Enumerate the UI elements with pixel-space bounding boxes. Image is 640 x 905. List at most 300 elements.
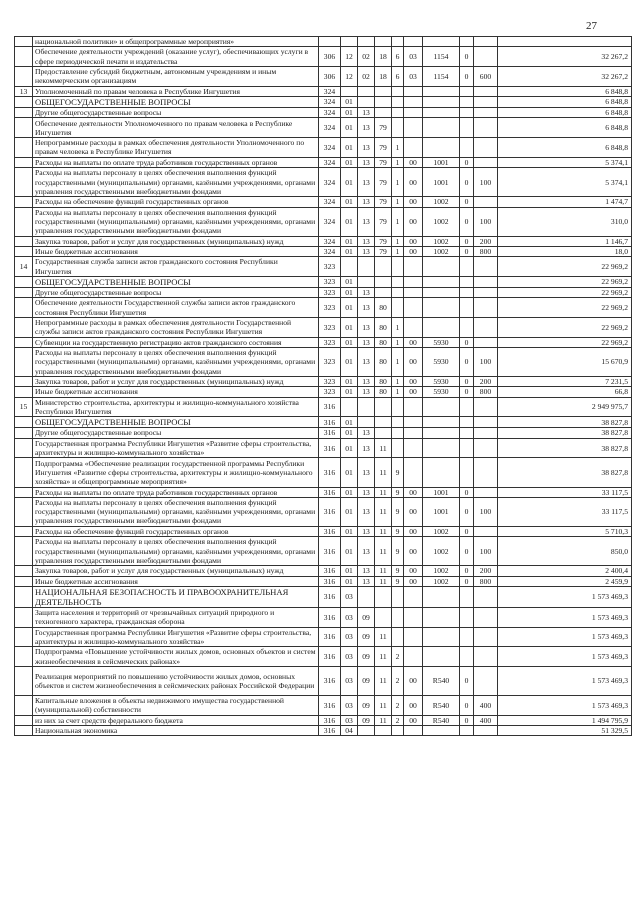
table-row	[15, 715, 632, 725]
subprogram-code-cell	[392, 726, 404, 736]
direction-code-cell	[423, 317, 460, 337]
item-name-cell: Другие общегосударственные вопросы	[33, 287, 319, 297]
section-code-cell: 01	[341, 377, 358, 387]
event-code-cell: 00	[404, 576, 423, 586]
subprogram-code-cell	[392, 428, 404, 438]
department-code-cell: 316	[319, 428, 341, 438]
amount-cell: 1 573 469,3	[498, 647, 632, 667]
section-code-cell: 01	[341, 566, 358, 576]
row-number-cell	[15, 276, 33, 287]
subprogram-code-cell	[392, 118, 404, 138]
event-code-cell: 00	[404, 337, 423, 347]
direction-code-cell: R540	[423, 667, 460, 696]
department-code-cell: 316	[319, 667, 341, 696]
row-number-cell	[15, 526, 33, 536]
event-code-cell	[404, 428, 423, 438]
program-code-cell: 11	[375, 566, 392, 576]
expense-type-code-cell	[474, 257, 498, 277]
direction-code-cell: 1002	[423, 566, 460, 576]
expense-type-code-cell	[474, 397, 498, 417]
item-name-cell: Расходы на обеспечение функций государственных органов	[33, 197, 319, 207]
extra-code-cell: 0	[460, 487, 474, 497]
subprogram-code-cell: 2	[392, 667, 404, 696]
amount-cell: 15 670,9	[498, 348, 632, 377]
item-name-cell: Национальная экономика	[33, 726, 319, 736]
direction-code-cell	[423, 97, 460, 108]
table-row	[15, 348, 632, 377]
subsection-code-cell: 13	[358, 387, 375, 397]
expense-type-code-cell	[474, 197, 498, 207]
item-name-cell: Закупка товаров, работ и услуг для государственных (муниципальных) нужд	[33, 377, 319, 387]
section-code-cell: 01	[341, 118, 358, 138]
department-code-cell: 324	[319, 118, 341, 138]
expense-type-code-cell: 100	[474, 348, 498, 377]
subprogram-code-cell	[392, 417, 404, 428]
item-name-cell: Расходы на выплаты персоналу в целях обеспечения выполнения функций государственными (муниципальными) органами, казёнными учреждениями, органами управления государственными внебюджетными фондами	[33, 168, 319, 197]
subsection-code-cell: 13	[358, 458, 375, 487]
extra-code-cell: 0	[460, 566, 474, 576]
section-code-cell: 12	[341, 67, 358, 87]
extra-code-cell	[460, 138, 474, 158]
direction-code-cell: 1001	[423, 168, 460, 197]
item-name-cell: Закупка товаров, работ и услуг для государственных (муниципальных) нужд	[33, 236, 319, 246]
expense-type-code-cell	[474, 47, 498, 67]
department-code-cell: 323	[319, 317, 341, 337]
extra-code-cell	[460, 417, 474, 428]
amount-cell: 2 949 975,7	[498, 397, 632, 417]
table-row	[15, 287, 632, 297]
extra-code-cell	[460, 86, 474, 96]
subprogram-code-cell: 9	[392, 576, 404, 586]
event-code-cell	[404, 586, 423, 607]
section-code-cell: 01	[341, 138, 358, 158]
event-code-cell	[404, 108, 423, 118]
subprogram-code-cell	[392, 97, 404, 108]
event-code-cell: 00	[404, 207, 423, 236]
table-row	[15, 236, 632, 246]
section-code-cell: 04	[341, 726, 358, 736]
subprogram-code-cell: 1	[392, 387, 404, 397]
section-code-cell: 01	[341, 428, 358, 438]
program-code-cell: 11	[375, 715, 392, 725]
row-number-cell	[15, 168, 33, 197]
extra-code-cell: 0	[460, 337, 474, 347]
row-number-cell	[15, 47, 33, 67]
table-row	[15, 47, 632, 67]
program-code-cell	[375, 397, 392, 417]
subprogram-code-cell	[392, 108, 404, 118]
table-row	[15, 337, 632, 347]
section-code-cell: 03	[341, 667, 358, 696]
section-code-cell: 01	[341, 168, 358, 197]
program-code-cell: 80	[375, 377, 392, 387]
section-code-cell: 03	[341, 696, 358, 716]
department-code-cell: 316	[319, 438, 341, 458]
amount-cell: 38 827,8	[498, 417, 632, 428]
section-code-cell: 01	[341, 197, 358, 207]
program-code-cell: 79	[375, 157, 392, 167]
subprogram-code-cell	[392, 37, 404, 47]
expense-type-code-cell	[474, 526, 498, 536]
section-code-cell: 01	[341, 417, 358, 428]
item-name-cell: Государственная служба записи актов гражданского состояния Республики Ингушетия	[33, 257, 319, 277]
expense-type-code-cell: 200	[474, 566, 498, 576]
extra-code-cell	[460, 37, 474, 47]
subsection-code-cell: 13	[358, 337, 375, 347]
department-code-cell: 323	[319, 337, 341, 347]
amount-cell	[498, 37, 632, 47]
row-number-cell	[15, 197, 33, 207]
subsection-code-cell: 13	[358, 537, 375, 566]
amount-cell: 6 848,8	[498, 97, 632, 108]
row-number-cell	[15, 417, 33, 428]
amount-cell: 38 827,8	[498, 458, 632, 487]
event-code-cell: 00	[404, 537, 423, 566]
direction-code-cell	[423, 586, 460, 607]
amount-cell: 1 146,7	[498, 236, 632, 246]
subsection-code-cell: 13	[358, 157, 375, 167]
amount-cell: 1 573 469,3	[498, 607, 632, 627]
table-row	[15, 526, 632, 536]
item-name-cell: Государственная программа Республики Ингушетия «Развитие сферы строительства, архитектуры и жилищно-коммунального хозяйства»	[33, 438, 319, 458]
event-code-cell	[404, 298, 423, 318]
extra-code-cell: 0	[460, 715, 474, 725]
extra-code-cell: 0	[460, 377, 474, 387]
event-code-cell: 00	[404, 157, 423, 167]
table-row	[15, 157, 632, 167]
extra-code-cell: 0	[460, 47, 474, 67]
row-number-cell	[15, 497, 33, 526]
subprogram-code-cell	[392, 607, 404, 627]
direction-code-cell: R540	[423, 696, 460, 716]
subsection-code-cell	[358, 417, 375, 428]
department-code-cell: 323	[319, 377, 341, 387]
subsection-code-cell: 13	[358, 118, 375, 138]
expense-type-code-cell: 100	[474, 168, 498, 197]
program-code-cell	[375, 428, 392, 438]
expense-type-code-cell: 400	[474, 696, 498, 716]
amount-cell: 22 969,2	[498, 287, 632, 297]
expense-type-code-cell	[474, 108, 498, 118]
event-code-cell	[404, 397, 423, 417]
section-code-cell: 01	[341, 298, 358, 318]
program-code-cell: 79	[375, 118, 392, 138]
department-code-cell: 316	[319, 497, 341, 526]
table-row	[15, 97, 632, 108]
extra-code-cell: 0	[460, 157, 474, 167]
table-row	[15, 438, 632, 458]
row-number-cell: 13	[15, 86, 33, 96]
section-code-cell: 01	[341, 337, 358, 347]
program-code-cell: 79	[375, 246, 392, 256]
table-row	[15, 276, 632, 287]
amount-cell: 18,0	[498, 246, 632, 256]
row-number-cell	[15, 37, 33, 47]
row-number-cell	[15, 537, 33, 566]
department-code-cell: 323	[319, 387, 341, 397]
amount-cell: 1 573 469,3	[498, 627, 632, 647]
department-code-cell: 323	[319, 257, 341, 277]
subprogram-code-cell: 9	[392, 566, 404, 576]
department-code-cell: 323	[319, 348, 341, 377]
department-code-cell: 324	[319, 168, 341, 197]
department-code-cell: 316	[319, 715, 341, 725]
table-row	[15, 397, 632, 417]
subsection-code-cell	[358, 97, 375, 108]
row-number-cell	[15, 438, 33, 458]
row-number-cell	[15, 726, 33, 736]
subprogram-code-cell: 9	[392, 458, 404, 487]
item-name-cell: Расходы на выплаты персоналу в целях обеспечения выполнения функций государственными (муниципальными) органами, казёнными учреждениями, органами управления государственными внебюджетными фондами	[33, 207, 319, 236]
program-code-cell: 11	[375, 438, 392, 458]
extra-code-cell	[460, 607, 474, 627]
subprogram-code-cell	[392, 397, 404, 417]
direction-code-cell: 1002	[423, 576, 460, 586]
amount-cell: 2 400,4	[498, 566, 632, 576]
extra-code-cell	[460, 317, 474, 337]
event-code-cell	[404, 86, 423, 96]
item-name-cell: Обеспечение деятельности учреждений (оказание услуг), обеспечивающих услуги в сфере периодической печати и издательства	[33, 47, 319, 67]
subsection-code-cell: 13	[358, 246, 375, 256]
event-code-cell: 00	[404, 387, 423, 397]
department-code-cell: 324	[319, 86, 341, 96]
subsection-code-cell: 13	[358, 317, 375, 337]
row-number-cell	[15, 118, 33, 138]
row-number-cell	[15, 387, 33, 397]
section-code-cell: 01	[341, 487, 358, 497]
subprogram-code-cell: 1	[392, 317, 404, 337]
expense-type-code-cell	[474, 317, 498, 337]
table-row	[15, 458, 632, 487]
table-row	[15, 67, 632, 87]
row-number-cell	[15, 97, 33, 108]
event-code-cell	[404, 607, 423, 627]
expense-type-code-cell	[474, 417, 498, 428]
amount-cell: 310,0	[498, 207, 632, 236]
section-code-cell: 03	[341, 627, 358, 647]
program-code-cell: 80	[375, 387, 392, 397]
subsection-code-cell: 09	[358, 627, 375, 647]
expense-type-code-cell	[474, 726, 498, 736]
direction-code-cell: 5930	[423, 387, 460, 397]
extra-code-cell: 0	[460, 207, 474, 236]
subsection-code-cell: 13	[358, 497, 375, 526]
subprogram-code-cell: 1	[392, 337, 404, 347]
extra-code-cell: 0	[460, 537, 474, 566]
extra-code-cell: 0	[460, 197, 474, 207]
table-row	[15, 576, 632, 586]
event-code-cell	[404, 287, 423, 297]
extra-code-cell	[460, 586, 474, 607]
event-code-cell: 03	[404, 67, 423, 87]
event-code-cell: 00	[404, 566, 423, 576]
item-name-cell: Расходы на выплаты персоналу в целях обеспечения выполнения функций государственными (муниципальными) органами, казёнными учреждениями, органами управления государственными внебюджетными фондами	[33, 537, 319, 566]
extra-code-cell	[460, 438, 474, 458]
program-code-cell: 79	[375, 207, 392, 236]
table-row	[15, 86, 632, 96]
section-code-cell: 01	[341, 537, 358, 566]
event-code-cell: 00	[404, 377, 423, 387]
event-code-cell	[404, 647, 423, 667]
amount-cell: 1 573 469,3	[498, 667, 632, 696]
department-code-cell: 324	[319, 207, 341, 236]
table-row	[15, 138, 632, 158]
direction-code-cell	[423, 627, 460, 647]
program-code-cell: 79	[375, 138, 392, 158]
item-name-cell: Непрограммные расходы в рамках обеспечения деятельности Государственной службы записи актов гражданского состояния Республики Ингушетия	[33, 317, 319, 337]
subsection-code-cell: 13	[358, 236, 375, 246]
subprogram-code-cell: 1	[392, 138, 404, 158]
program-code-cell	[375, 287, 392, 297]
section-code-cell: 01	[341, 387, 358, 397]
row-number-cell	[15, 566, 33, 576]
subsection-code-cell: 09	[358, 715, 375, 725]
subsection-code-cell: 13	[358, 298, 375, 318]
subprogram-code-cell: 1	[392, 246, 404, 256]
subprogram-code-cell: 9	[392, 537, 404, 566]
subprogram-code-cell: 9	[392, 487, 404, 497]
expense-type-code-cell	[474, 287, 498, 297]
item-name-cell: Расходы на обеспечение функций государственных органов	[33, 526, 319, 536]
department-code-cell: 316	[319, 487, 341, 497]
item-name-cell: ОБЩЕГОСУДАРСТВЕННЫЕ ВОПРОСЫ	[33, 97, 319, 108]
subsection-code-cell: 09	[358, 667, 375, 696]
row-number-cell	[15, 287, 33, 297]
amount-cell: 32 267,2	[498, 67, 632, 87]
event-code-cell: 00	[404, 667, 423, 696]
section-code-cell: 12	[341, 47, 358, 67]
table-row	[15, 487, 632, 497]
expense-type-code-cell	[474, 586, 498, 607]
row-number-cell	[15, 647, 33, 667]
item-name-cell: Расходы на выплаты персоналу в целях обеспечения выполнения функций государственными (муниципальными) органами, казёнными учреждениями, органами управления государственными внебюджетными фондами	[33, 497, 319, 526]
amount-cell: 850,0	[498, 537, 632, 566]
table-row	[15, 696, 632, 716]
row-number-cell	[15, 696, 33, 716]
program-code-cell	[375, 108, 392, 118]
item-name-cell: Расходы на выплаты по оплате труда работников государственных органов	[33, 157, 319, 167]
amount-cell: 22 969,2	[498, 298, 632, 318]
row-number-cell	[15, 428, 33, 438]
table-row	[15, 586, 632, 607]
direction-code-cell	[423, 86, 460, 96]
expense-type-code-cell	[474, 607, 498, 627]
program-code-cell: 79	[375, 236, 392, 246]
extra-code-cell: 0	[460, 497, 474, 526]
amount-cell: 6 848,8	[498, 108, 632, 118]
subprogram-code-cell	[392, 287, 404, 297]
item-name-cell: Расходы на выплаты персоналу в целях обеспечения выполнения функций государственными (муниципальными) органами, казёнными учреждениями, органами управления государственными внебюджетными фондами	[33, 348, 319, 377]
extra-code-cell: 0	[460, 526, 474, 536]
section-code-cell: 01	[341, 276, 358, 287]
amount-cell: 22 969,2	[498, 276, 632, 287]
direction-code-cell: 1154	[423, 47, 460, 67]
expense-type-code-cell: 200	[474, 236, 498, 246]
extra-code-cell: 0	[460, 667, 474, 696]
program-code-cell: 11	[375, 526, 392, 536]
direction-code-cell: 1002	[423, 207, 460, 236]
expense-type-code-cell	[474, 298, 498, 318]
department-code-cell: 316	[319, 726, 341, 736]
table-row	[15, 197, 632, 207]
table-row	[15, 118, 632, 138]
event-code-cell	[404, 97, 423, 108]
extra-code-cell	[460, 647, 474, 667]
section-code-cell: 01	[341, 438, 358, 458]
direction-code-cell: 1002	[423, 197, 460, 207]
row-number-cell: 14	[15, 257, 33, 277]
subsection-code-cell: 13	[358, 526, 375, 536]
subprogram-code-cell: 1	[392, 197, 404, 207]
item-name-cell: Иные бюджетные ассигнования	[33, 246, 319, 256]
program-code-cell: 80	[375, 298, 392, 318]
expense-type-code-cell	[474, 487, 498, 497]
expense-type-code-cell	[474, 458, 498, 487]
table-row	[15, 647, 632, 667]
program-code-cell: 79	[375, 197, 392, 207]
extra-code-cell: 0	[460, 236, 474, 246]
extra-code-cell	[460, 298, 474, 318]
table-row	[15, 298, 632, 318]
budget-table	[14, 36, 632, 736]
section-code-cell: 01	[341, 458, 358, 487]
event-code-cell	[404, 458, 423, 487]
event-code-cell: 00	[404, 497, 423, 526]
item-name-cell: Непрограммные расходы в рамках обеспечения деятельности Уполномоченного по правам человека в Республике Ингушетия	[33, 138, 319, 158]
subsection-code-cell	[358, 586, 375, 607]
extra-code-cell	[460, 627, 474, 647]
program-code-cell	[375, 37, 392, 47]
item-name-cell: Обеспечение деятельности Уполномоченного по правам человека в Республике Ингушетия	[33, 118, 319, 138]
section-code-cell: 01	[341, 287, 358, 297]
subsection-code-cell: 09	[358, 607, 375, 627]
direction-code-cell: 5930	[423, 377, 460, 387]
extra-code-cell	[460, 287, 474, 297]
event-code-cell: 00	[404, 696, 423, 716]
subsection-code-cell: 13	[358, 438, 375, 458]
department-code-cell	[319, 37, 341, 47]
table-row	[15, 667, 632, 696]
amount-cell: 6 848,8	[498, 138, 632, 158]
direction-code-cell: 1002	[423, 246, 460, 256]
extra-code-cell	[460, 276, 474, 287]
row-number-cell	[15, 317, 33, 337]
direction-code-cell: R540	[423, 715, 460, 725]
table-row	[15, 607, 632, 627]
expense-type-code-cell	[474, 667, 498, 696]
subprogram-code-cell	[392, 627, 404, 647]
expense-type-code-cell	[474, 157, 498, 167]
amount-cell: 6 848,8	[498, 118, 632, 138]
item-name-cell: Капитальные вложения в объекты недвижимого имущества государственной (муниципальной) собственности	[33, 696, 319, 716]
item-name-cell: Иные бюджетные ассигнования	[33, 387, 319, 397]
amount-cell: 7 231,5	[498, 377, 632, 387]
subprogram-code-cell: 1	[392, 157, 404, 167]
table-row	[15, 417, 632, 428]
expense-type-code-cell	[474, 438, 498, 458]
program-code-cell	[375, 586, 392, 607]
amount-cell: 5 374,1	[498, 157, 632, 167]
amount-cell: 66,8	[498, 387, 632, 397]
subsection-code-cell: 13	[358, 168, 375, 197]
subprogram-code-cell: 9	[392, 526, 404, 536]
extra-code-cell: 0	[460, 168, 474, 197]
department-code-cell: 316	[319, 627, 341, 647]
subprogram-code-cell: 6	[392, 47, 404, 67]
subprogram-code-cell: 1	[392, 377, 404, 387]
subsection-code-cell	[358, 276, 375, 287]
subprogram-code-cell: 2	[392, 647, 404, 667]
